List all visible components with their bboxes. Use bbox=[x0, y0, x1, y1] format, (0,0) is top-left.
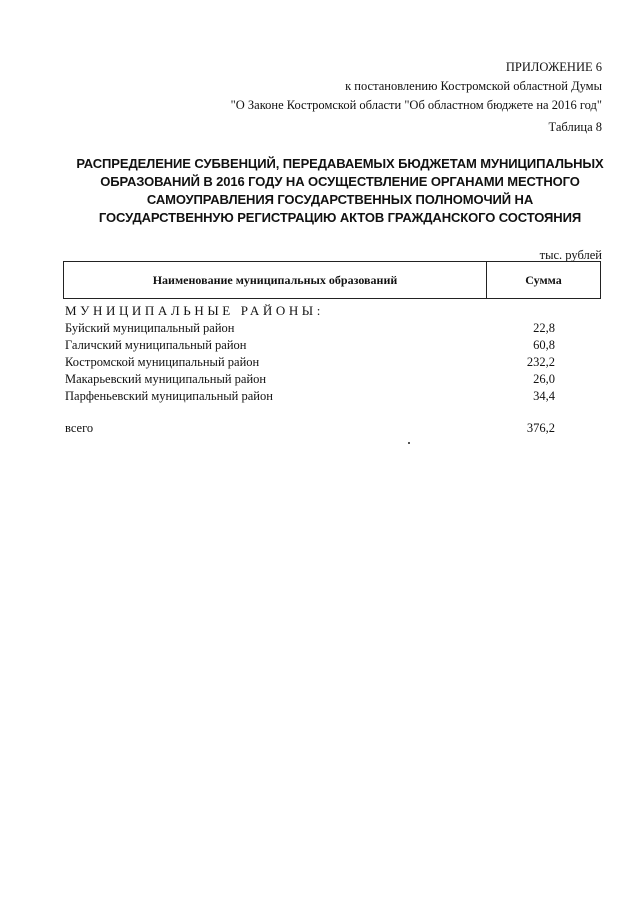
table-body bbox=[65, 320, 555, 405]
table-row bbox=[65, 337, 555, 354]
row-amount: 60,8 bbox=[533, 338, 555, 352]
row-name: Макарьевский муниципальный район bbox=[65, 372, 267, 386]
table-row bbox=[65, 320, 555, 337]
table-row bbox=[65, 388, 555, 405]
law-reference: "О Законе Костромской области "Об областном бюджете на 2016 год" bbox=[230, 98, 602, 112]
column-header-sum: Сумма bbox=[525, 272, 562, 287]
total-amount: 376,2 bbox=[526, 421, 555, 435]
row-amount: 22,8 bbox=[533, 321, 555, 335]
row-name: Галичский муниципальный район bbox=[65, 338, 247, 352]
scan-speck bbox=[408, 442, 410, 444]
table-number: Таблица 8 bbox=[548, 120, 602, 134]
title-line-2: ОБРАЗОВАНИЙ В 2016 ГОДУ НА ОСУЩЕСТВЛЕНИЕ ОРГАНАМИ МЕСТНОГО bbox=[100, 174, 580, 189]
resolution-reference: к постановлению Костромской областной Думы bbox=[345, 79, 602, 93]
annex-number: ПРИЛОЖЕНИЕ 6 bbox=[505, 60, 602, 74]
total-row bbox=[65, 421, 555, 436]
row-amount: 232,2 bbox=[526, 355, 555, 369]
row-name: Буйский муниципальный район bbox=[65, 321, 235, 335]
row-amount: 26,0 bbox=[533, 372, 555, 386]
title-line-4: ГОСУДАРСТВЕННУЮ РЕГИСТРАЦИЮ АКТОВ ГРАЖДАНСКОГО СОСТОЯНИЯ bbox=[98, 210, 582, 225]
column-header-name: Наименование муниципальных образований bbox=[64, 262, 487, 298]
section-label: МУНИЦИПАЛЬНЫЕ РАЙОНЫ: bbox=[65, 303, 324, 318]
units-label: тыс. рублей bbox=[539, 248, 602, 262]
row-amount: 34,4 bbox=[533, 389, 555, 403]
title-line-1: РАСПРЕДЕЛЕНИЕ СУБВЕНЦИЙ, ПЕРЕДАВАЕМЫХ БЮДЖЕТАМ МУНИЦИПАЛЬНЫХ bbox=[76, 156, 604, 171]
annex-header bbox=[231, 58, 602, 115]
total-label: всего bbox=[65, 421, 94, 435]
table-row bbox=[65, 371, 555, 388]
row-name: Костромской муниципальный район bbox=[65, 355, 260, 369]
row-name: Парфеньевский муниципальный район bbox=[65, 389, 273, 403]
table-header bbox=[63, 261, 601, 299]
table-row bbox=[65, 354, 555, 371]
document-title bbox=[40, 155, 640, 227]
title-line-3: САМОУПРАВЛЕНИЯ ГОСУДАРСТВЕННЫХ ПОЛНОМОЧИЙ НА bbox=[146, 192, 534, 207]
